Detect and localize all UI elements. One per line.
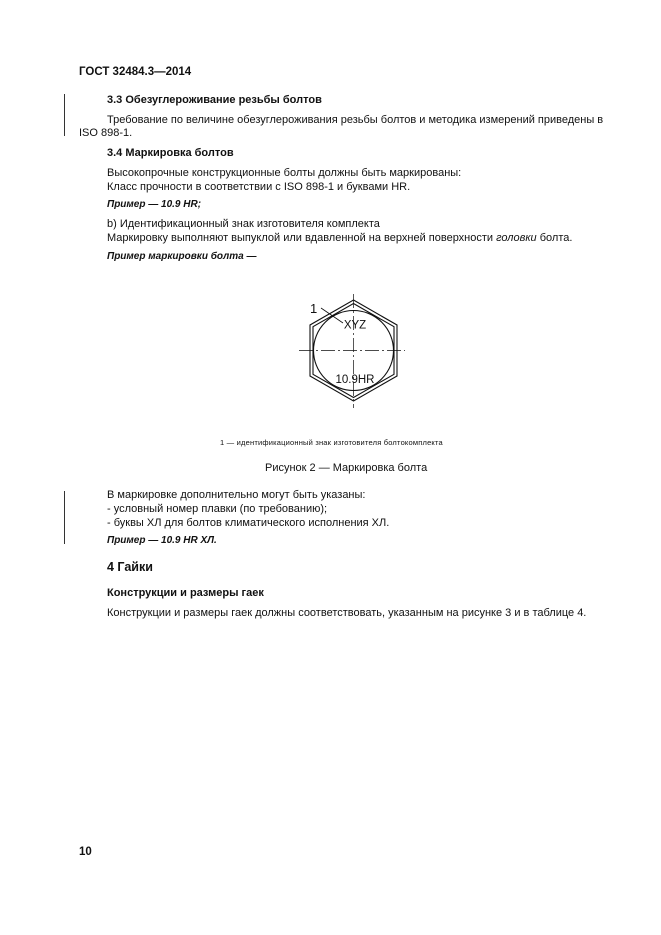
marking-text-post: болта. xyxy=(536,232,573,244)
example-3: Пример — 10.9 HR ХЛ. xyxy=(107,535,217,546)
marking-text-italic: головки xyxy=(496,232,537,244)
mark-top-text: XYZ xyxy=(343,319,367,332)
section-4-heading: 4 Гайки xyxy=(107,560,153,574)
section-3-3-text-line1: Требование по величине обезуглероживания резьбы болтов и методика измерений приведены в xyxy=(107,114,604,126)
section-3-3-heading: 3.3 Обезуглероживание резьбы болтов xyxy=(107,94,322,106)
section-4-subheading: Конструкции и размеры гаек xyxy=(107,587,264,599)
extra-line2: - условный номер плавки (по требованию); xyxy=(107,503,328,515)
bolt-head-figure xyxy=(296,290,412,416)
section-3-3-text-line2: ISO 898-1. xyxy=(79,127,133,139)
section-3-4-heading: 3.4 Маркировка болтов xyxy=(107,147,234,159)
list-item-b: b) Идентификационный знак изготовителя комплекта xyxy=(107,218,380,230)
page-number: 10 xyxy=(79,846,92,858)
figure-legend: 1 — идентификационный знак изготовителя болтокомплекта xyxy=(220,438,443,447)
example-1: Пример — 10.9 HR; xyxy=(107,199,202,210)
section-3-4-text-line2: Класс прочности в соответствии с ISO 898-1 и буквами HR. xyxy=(107,181,411,193)
extra-line1: В маркировке дополнительно могут быть указаны: xyxy=(107,489,366,501)
example-2: Пример маркировки болта — xyxy=(107,251,257,262)
extra-line3: - буквы ХЛ для болтов климатического исполнения ХЛ. xyxy=(107,517,390,529)
marking-sentence xyxy=(107,232,572,244)
doc-header-id: ГОСТ 32484.3—2014 xyxy=(79,66,192,78)
mark-bottom-text: 10.9HR xyxy=(335,374,375,386)
change-bar xyxy=(64,94,65,136)
section-4-text: Конструкции и размеры гаек должны соответствовать, указанным на рисунке 3 и в таблице 4. xyxy=(107,607,587,619)
section-3-4-text-line1: Высокопрочные конструкционные болты должны быть маркированы: xyxy=(107,167,462,179)
figure-caption: Рисунок 2 — Маркировка болта xyxy=(265,462,428,474)
change-bar xyxy=(64,491,65,544)
marking-text-pre: Маркировку выполняют выпуклой или вдавленной на верхней поверхности xyxy=(107,232,497,244)
callout-number: 1 xyxy=(310,301,318,316)
